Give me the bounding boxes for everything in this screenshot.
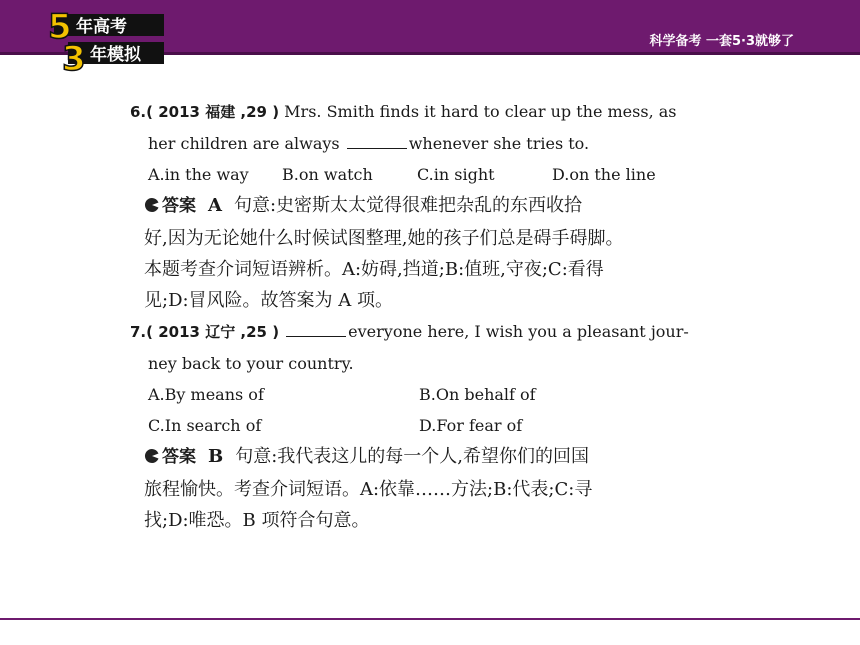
q6-option-a: A.in the way <box>148 165 249 184</box>
brand-logo <box>46 8 168 72</box>
q7-options-row1 <box>130 379 710 410</box>
q7-option-c: C.In search of <box>148 416 262 435</box>
q6-option-b: B.on watch <box>282 165 373 184</box>
footer-divider <box>0 618 860 620</box>
q6-number: 6. <box>130 103 147 121</box>
q6-answer <box>130 190 710 316</box>
q6-text-line1: Mrs. Smith finds it hard to clear up the mess, as <box>284 102 677 121</box>
q6-text-line2-post: whenever she tries to. <box>408 134 590 153</box>
answer-pacman-icon <box>144 192 160 223</box>
q6-explanation-line2: 好,因为无论她什么时候试图整理,她的孩子们总是碍手碍脚。 <box>144 228 624 249</box>
q6-text-line2-pre: her children are always <box>148 134 340 153</box>
q7-answer-letter: B <box>208 446 224 467</box>
q6-explanation-line1: 句意:史密斯太太觉得很难把杂乱的东西收拾 <box>233 195 583 216</box>
slogan: 科学备考 一套5·3就够了 <box>649 34 794 49</box>
q7-source: ( 2013 辽宁 ,25 ) <box>146 323 280 341</box>
q7-number: 7. <box>130 323 147 341</box>
q7-option-d: D.For fear of <box>419 416 523 435</box>
question-content <box>130 96 710 536</box>
q7-option-b: B.On behalf of <box>419 385 536 404</box>
q7-explanation-line2: 旅程愉快。考查介词短语。A:依靠……方法;B:代表;C:寻 <box>144 479 593 500</box>
q7-options-row2 <box>130 410 710 441</box>
q6-source: ( 2013 福建 ,29 ) <box>146 103 280 121</box>
q7-text-line2: ney back to your country. <box>148 354 354 373</box>
logo-text-1: 年高考 <box>76 17 127 37</box>
q6-line2 <box>130 128 710 159</box>
q6-answer-letter: A <box>208 195 222 216</box>
q6-option-c: C.in sight <box>417 165 495 184</box>
q6-explanation-line3: 本题考查介词短语辨析。A:妨碍,挡道;B:值班,守夜;C:看得 <box>144 259 604 280</box>
q6-line1 <box>130 96 710 128</box>
logo-num-5: 5 <box>48 8 72 47</box>
q7-explanation-line3: 找;D:唯恐。B 项符合句意。 <box>144 510 370 531</box>
logo-text-2: 年模拟 <box>90 45 141 65</box>
q6-answer-label: 答案 <box>162 196 196 216</box>
q7-answer <box>130 441 710 536</box>
q6-option-d: D.on the line <box>552 165 656 184</box>
q7-explanation-line1: 句意:我代表这儿的每一个人,希望你们的回国 <box>235 446 590 467</box>
header-bar <box>0 0 860 72</box>
q6-explanation-line4: 见;D:冒风险。故答案为 A 项。 <box>144 290 394 311</box>
q7-answer-label: 答案 <box>162 447 196 467</box>
q7-option-a: A.By means of <box>148 385 264 404</box>
q7-text-line1: everyone here, I wish you a pleasant jour- <box>348 322 689 341</box>
answer-pacman-icon <box>144 443 160 474</box>
q6-blank <box>347 134 407 149</box>
q7-line2 <box>130 348 710 379</box>
q7-line1 <box>130 316 710 348</box>
q6-options <box>130 159 710 190</box>
q7-blank <box>286 322 346 337</box>
logo-num-3: 3 <box>62 39 86 72</box>
